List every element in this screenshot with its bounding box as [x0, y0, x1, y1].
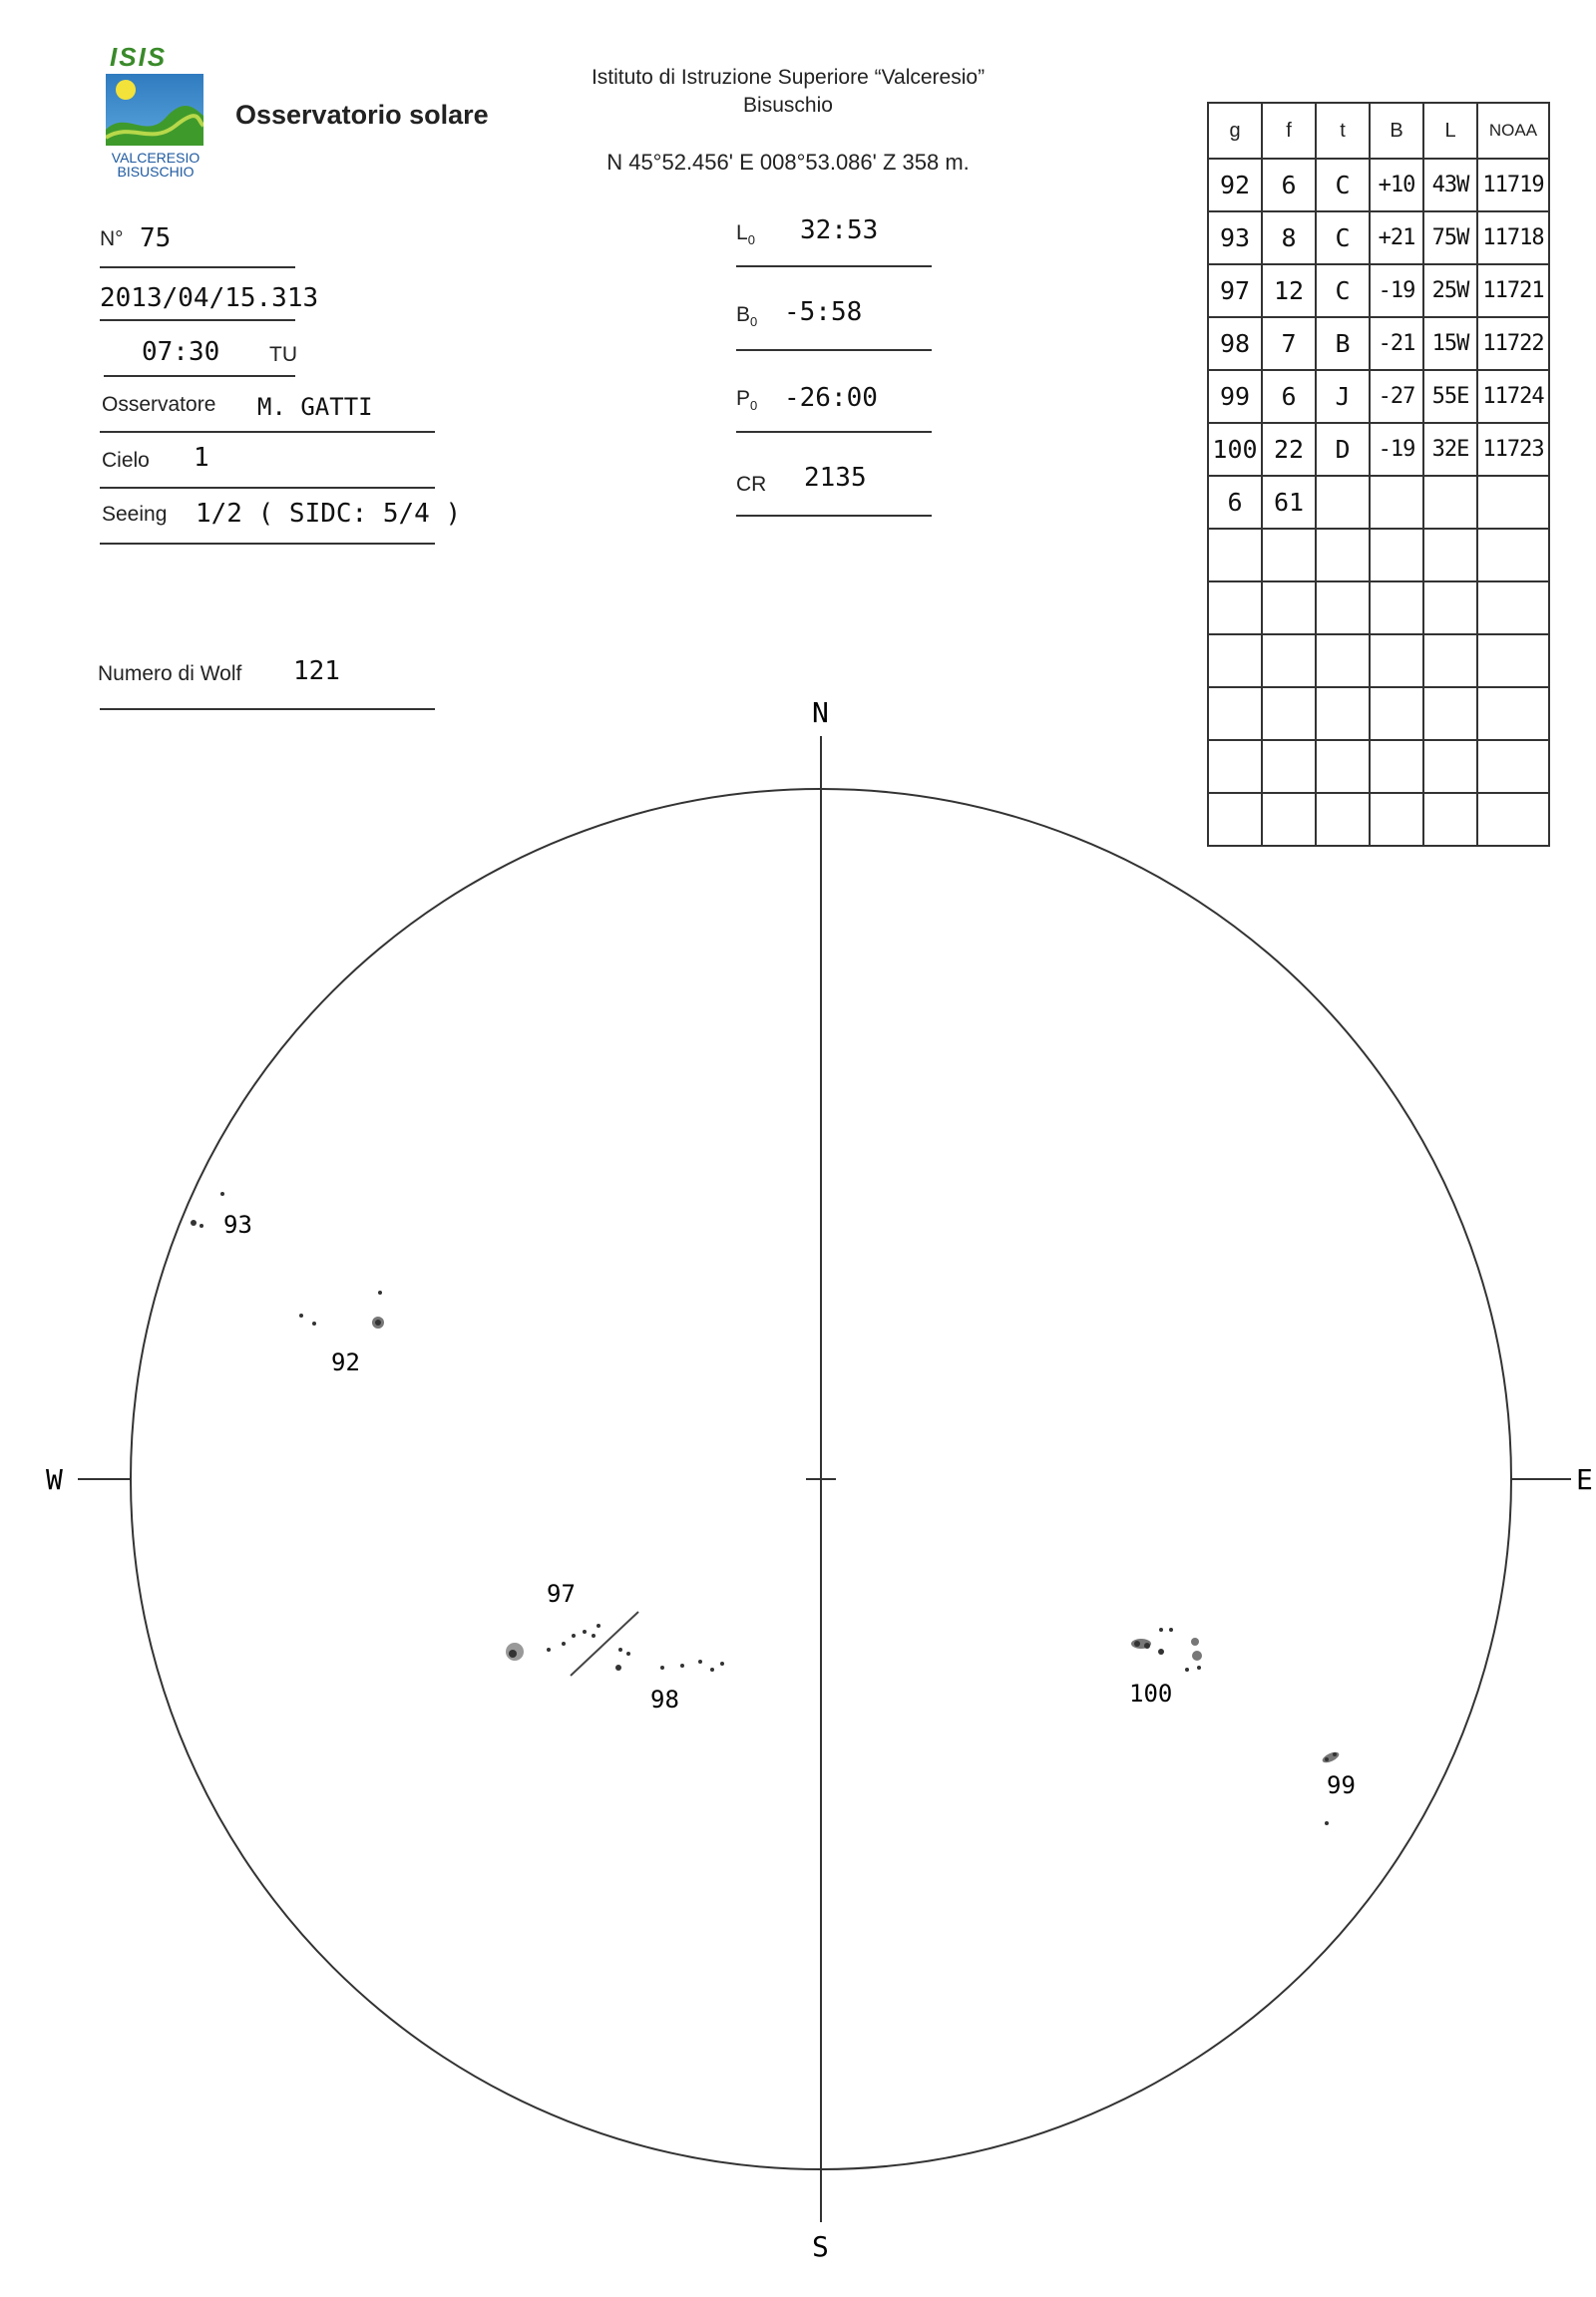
page-title: Osservatorio solare [235, 100, 489, 130]
sunspot-group-93 [191, 1192, 224, 1228]
wolf-value: 121 [293, 656, 340, 686]
group-label-92: 92 [331, 1348, 360, 1376]
group-label-100: 100 [1129, 1680, 1173, 1708]
sunspot-group-100 [1131, 1628, 1202, 1672]
table-cell-noaa: 11718 [1477, 211, 1549, 264]
sunspot-group-92 [299, 1291, 384, 1329]
table-cell-noaa: 11722 [1477, 317, 1549, 370]
table-cell-b: -19 [1370, 264, 1423, 317]
seeing-label: Seeing [102, 503, 168, 526]
site-coordinates: N 45°52.456' E 008°53.086' Z 358 m. [606, 150, 970, 175]
table-cell-b: -21 [1370, 317, 1423, 370]
logo-name-line2: BISUSCHIO [117, 164, 195, 180]
south-label: S [812, 2230, 829, 2263]
table-cell-noaa: 11721 [1477, 264, 1549, 317]
table-cell-b: -27 [1370, 370, 1423, 423]
cr-value: 2135 [804, 463, 867, 493]
table-cell-t: C [1316, 264, 1370, 317]
table-cell-f: 7 [1262, 317, 1316, 370]
table-cell-b: -19 [1370, 423, 1423, 476]
table-cell-l: 15W [1423, 317, 1477, 370]
table-cell-l: 75W [1423, 211, 1477, 264]
east-label: E [1576, 1463, 1593, 1496]
table-cell-noaa: 11724 [1477, 370, 1549, 423]
group-divider-line [571, 1612, 638, 1676]
table-cell-t: D [1316, 423, 1370, 476]
seeing-value: 1/2 ( SIDC: 5/4 ) [196, 499, 462, 529]
table-cell-noaa: 11719 [1477, 159, 1549, 211]
north-label: N [812, 696, 829, 729]
west-label: W [46, 1463, 63, 1496]
table-cell-f: 22 [1262, 423, 1316, 476]
b0-subscript: 0 [750, 314, 758, 330]
col-f-header: f [1262, 103, 1316, 159]
logo-name-line1: VALCERESIO [111, 150, 200, 166]
col-t-header: t [1316, 103, 1370, 159]
sky-label: Cielo [102, 449, 150, 472]
l0-label-text: L [736, 221, 748, 244]
table-cell-l: 25W [1423, 264, 1477, 317]
institute-town: Bisuschio [743, 94, 833, 117]
p0-subscript: 0 [750, 398, 758, 414]
p0-value: -26:00 [784, 383, 878, 413]
group-label-98: 98 [650, 1686, 679, 1714]
number-value: 75 [140, 223, 172, 253]
sky-value: 1 [194, 443, 209, 473]
group-label-97: 97 [547, 1580, 576, 1608]
date-value: 2013/04/15.313 [100, 283, 319, 313]
time-unit: TU [269, 343, 297, 366]
table-cell-l: 32E [1423, 423, 1477, 476]
col-l-header: L [1423, 103, 1477, 159]
table-cell-l: 43W [1423, 159, 1477, 211]
table-cell-t: C [1316, 211, 1370, 264]
table-cell-g: 99 [1208, 370, 1262, 423]
table-cell-g: 92 [1208, 159, 1262, 211]
col-g-header: g [1208, 103, 1262, 159]
table-cell-noaa: 11723 [1477, 423, 1549, 476]
table-cell-f: 6 [1262, 370, 1316, 423]
sunspot-group-97 [506, 1624, 600, 1661]
institute-name: Istituto di Istruzione Superiore “Valceresio” [591, 66, 986, 89]
table-cell-g: 97 [1208, 264, 1262, 317]
table-cell-b: +10 [1370, 159, 1423, 211]
table-cell-t: J [1316, 370, 1370, 423]
b0-value: -5:58 [784, 297, 863, 327]
number-label: N° [100, 227, 124, 250]
col-noaa-header: NOAA [1477, 103, 1549, 159]
col-b-header: B [1370, 103, 1423, 159]
table-cell-l: 55E [1423, 370, 1477, 423]
table-cell-b: +21 [1370, 211, 1423, 264]
table-cell-f: 6 [1262, 159, 1316, 211]
observer-value: M. GATTI [257, 393, 373, 421]
observer-label: Osservatore [102, 393, 216, 416]
table-cell-g: 6 [1208, 476, 1262, 529]
l0-value: 32:53 [800, 215, 879, 245]
table-cell-t: B [1316, 317, 1370, 370]
logo-isis-text: ISIS [110, 42, 168, 72]
table-cell-t: C [1316, 159, 1370, 211]
table-cell-g: 98 [1208, 317, 1262, 370]
cr-label: CR [736, 473, 767, 496]
sunspot-group-98 [615, 1648, 724, 1672]
group-label-99: 99 [1327, 1771, 1356, 1799]
table-cell-f: 12 [1262, 264, 1316, 317]
wolf-label: Numero di Wolf [98, 662, 242, 685]
p0-label-text: P [736, 387, 751, 410]
l0-subscript: 0 [747, 232, 755, 248]
table-cell-f: 8 [1262, 211, 1316, 264]
b0-label-text: B [736, 303, 751, 326]
table-cell-g: 93 [1208, 211, 1262, 264]
time-value: 07:30 [142, 337, 220, 367]
table-cell-f: 61 [1262, 476, 1316, 529]
table-cell-g: 100 [1208, 423, 1262, 476]
group-label-93: 93 [223, 1211, 252, 1239]
